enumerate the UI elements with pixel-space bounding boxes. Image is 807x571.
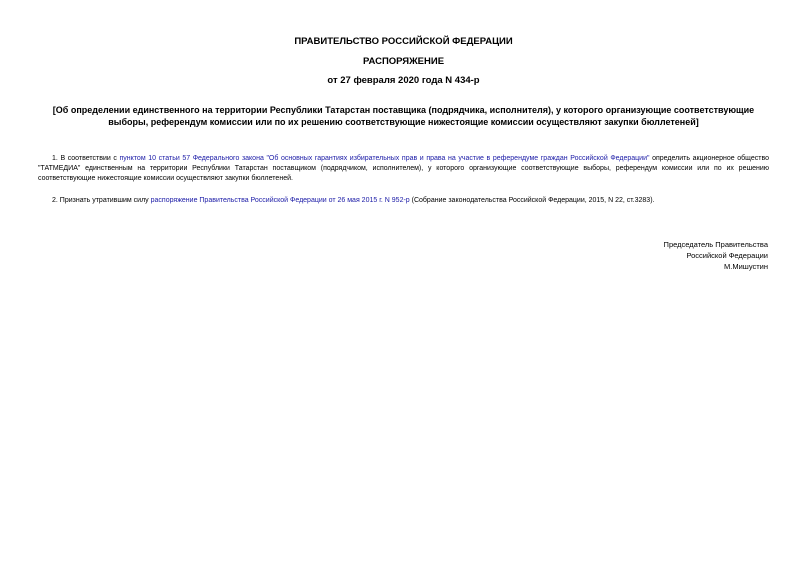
issuing-authority: ПРАВИТЕЛЬСТВО РОССИЙСКОЙ ФЕДЕРАЦИИ	[294, 36, 513, 47]
signature-title-line-2: Российской Федерации	[686, 251, 768, 260]
paragraph-2-text-start: 2. Признать утратившим силу	[52, 197, 151, 204]
repealed-order-link[interactable]: распоряжение Правительства Российской Федерации от 26 мая 2015 г. N 952-р	[150, 197, 410, 204]
law-reference-link[interactable]: пунктом 10 статьи 57 Федерального закона "Об основных гарантиях избирательных прав и права на участие в референдуме граждан Российской Федерации"	[119, 155, 650, 162]
paragraph-2-text-end: (Собрание законодательства Российской Федерации, 2015, N 22, ст.3283).	[409, 197, 655, 204]
document-type: РАСПОРЯЖЕНИЕ	[362, 56, 445, 67]
signature-block	[664, 239, 768, 272]
paragraph-1-text-start: 1. В соответствии с	[52, 155, 120, 162]
paragraph-1	[38, 154, 769, 184]
signature-title-line: Председатель Правительства	[663, 240, 768, 249]
document-title: [Об определении единственного на территории Республики Татарстан поставщика (подрядчика, исполнителя), у которого организующие соответствующие выборы, референдум комиссии или по их решению соответствующие нижестоящие комиссии осуществляют закупки бюллетеней]	[52, 105, 755, 127]
paragraph-1-text-end: определить акционерное общество "ТАТМЕДИА" единственным на территории Республики Татарстан поставщиком (подрядчиком, исполнителем), у которого организующие соответствующие выборы, референдум комиссии или по их решению соответствующие нижестоящие комиссии осуществляют закупки бюллетеней.	[38, 155, 769, 182]
document-date-number: от 27 февраля 2020 года N 434-р	[327, 75, 480, 86]
paragraph-2	[38, 196, 769, 206]
signatory-name: М.Мишустин	[724, 262, 768, 271]
